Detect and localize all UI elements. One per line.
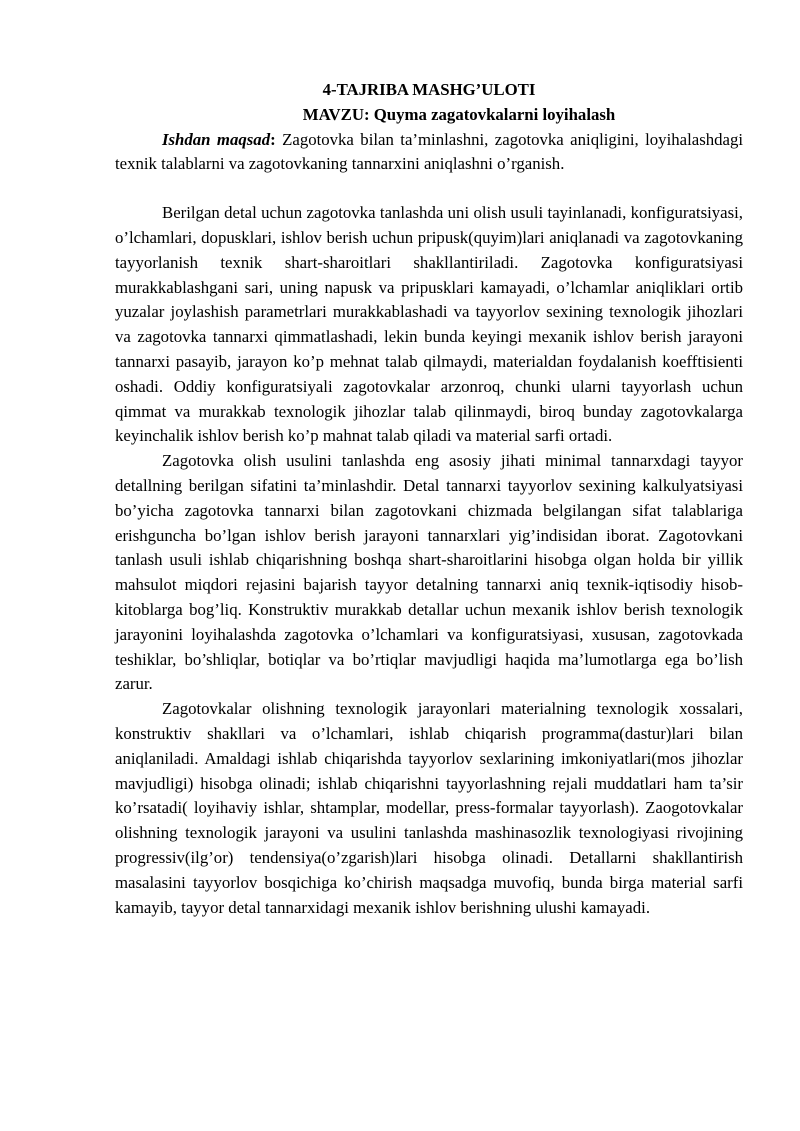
- aim-paragraph: [115, 128, 743, 178]
- aim-text: Zagotovka bilan ta’minlashni, zagotovka aniqligini, loyihalashdagi texnik talablarni va zagotovkaning tannarxini aniqlashni o’rganish.: [115, 129, 744, 174]
- body-paragraph-3: Zagotovkalar olishning texnologik jarayonlari materialning texnologik xossalari, konstruktiv shakllari va o’lchamlari, ishlab chiqarish programma(dastur)lari bilan aniqlaniladi. Amaldagi ishlab chiqarishda tayyorlov sexlarining imkoniyatlari(mos jihozlar mavjudligi) hisobga olinadi; ishlab chiqarishni tayyorlashning rejali muddatlari ham ta’sir ko’rsatadi( loyihaviy ishlar, shtamplar, modellar, press-formalar tayyorlash). Zaogotovkalar olishning texnologik jarayoni va usulini tanlashda mashinasozlik texnologiyasi rivojining progressiv(ilg’or) tendensiya(o’zgarish)lari hisobga olinadi. Detallarni shakllantirish masalasini tayyorlov bosqichiga ko’chirish maqsadga muvofiq, bunda birga material sarfi kamayib, tayyor detal tannarxidagi mexanik ishlov berishning ulushi kamayadi.: [115, 699, 743, 917]
- aim-label: Ishdan maqsad: [162, 129, 271, 149]
- body-paragraph-2: Zagotovka olish usulini tanlashda eng asosiy jihati minimal tannarxdagi tayyor detallning berilgan sifatini ta’minlashdir. Detal tannarxi tayyorlov sexining kalkulyatsiyasi bo’yicha zagotovka tannarxi bilan zagotovkani chizmada belgilangan sifat talablariga erishguncha bo’lgan ishlov berish jarayoni tannarxlari yig’indisidan iborat. Zagotovkani tanlash usuli ishlab chiqarishning boshqa shart-sharoitlarini hisobga olgan holda bir yillik mahsulot miqdori rejasini bajarish tayyor detalning tannarxi aniq texnik-iqtisodiy hisob-kitoblarga bog’liq. Konstruktiv murakkab detallar uchun mexanik ishlov berish texnologik jarayonini loyihalashda zagotovka o’lchamlari va konfiguratsiyasi, xususan, zagotovkada teshiklar, bo’shliqlar, botiqlar va bo’rtiqlar mavjudligi haqida ma’lumotlarga ega bo’lish zarur.: [115, 451, 743, 694]
- body-paragraph-1: Berilgan detal uchun zagotovka tanlashda uni olish usuli tayinlanadi, konfiguratsiyasi, o’lchamlari, dopusklari, ishlov berish uchun pripusk(quyim)lari aniqlanadi va zagotovkaning tayyorlanish texnik shart-sharoitlari shakllantiriladi. Zagotovka konfiguratsiyasi murakkablashgani sari, uning napusk va pripusklari kamayadi, o’lchamlar aniqliklari ortib yuzalar joylashish parametrlari murakkablashadi va tayyorlov sexining texnologik jihozlari va zagotovka tannarxi qimmatlashadi, lekin bunda keyingi mexanik ishlov berish jarayoni tannarxi pasayib, jarayon ko’p mehnat talab qilmaydi, materialdan foydalanish koefftisienti oshadi. Oddiy konfiguratsiyali zagotovkalar arzonroq, chunki ularni tayyorlash uchun qimmat va murakkab texnologik jihozlar talab qilinmaydi, biroq bunday zagotovkalarga keyinchalik ishlov berish ko’p mahnat talab qiladi va material sarfi ortadi.: [115, 203, 743, 446]
- aim-colon: :: [270, 129, 276, 149]
- page-title: 4-TAJRIBA MASHG’ULOTI: [322, 80, 536, 99]
- document-page: [115, 78, 743, 920]
- paragraph-gap: [115, 177, 743, 201]
- page-subtitle: MAVZU: Quyma zagatovkalarni loyihalash: [302, 104, 616, 124]
